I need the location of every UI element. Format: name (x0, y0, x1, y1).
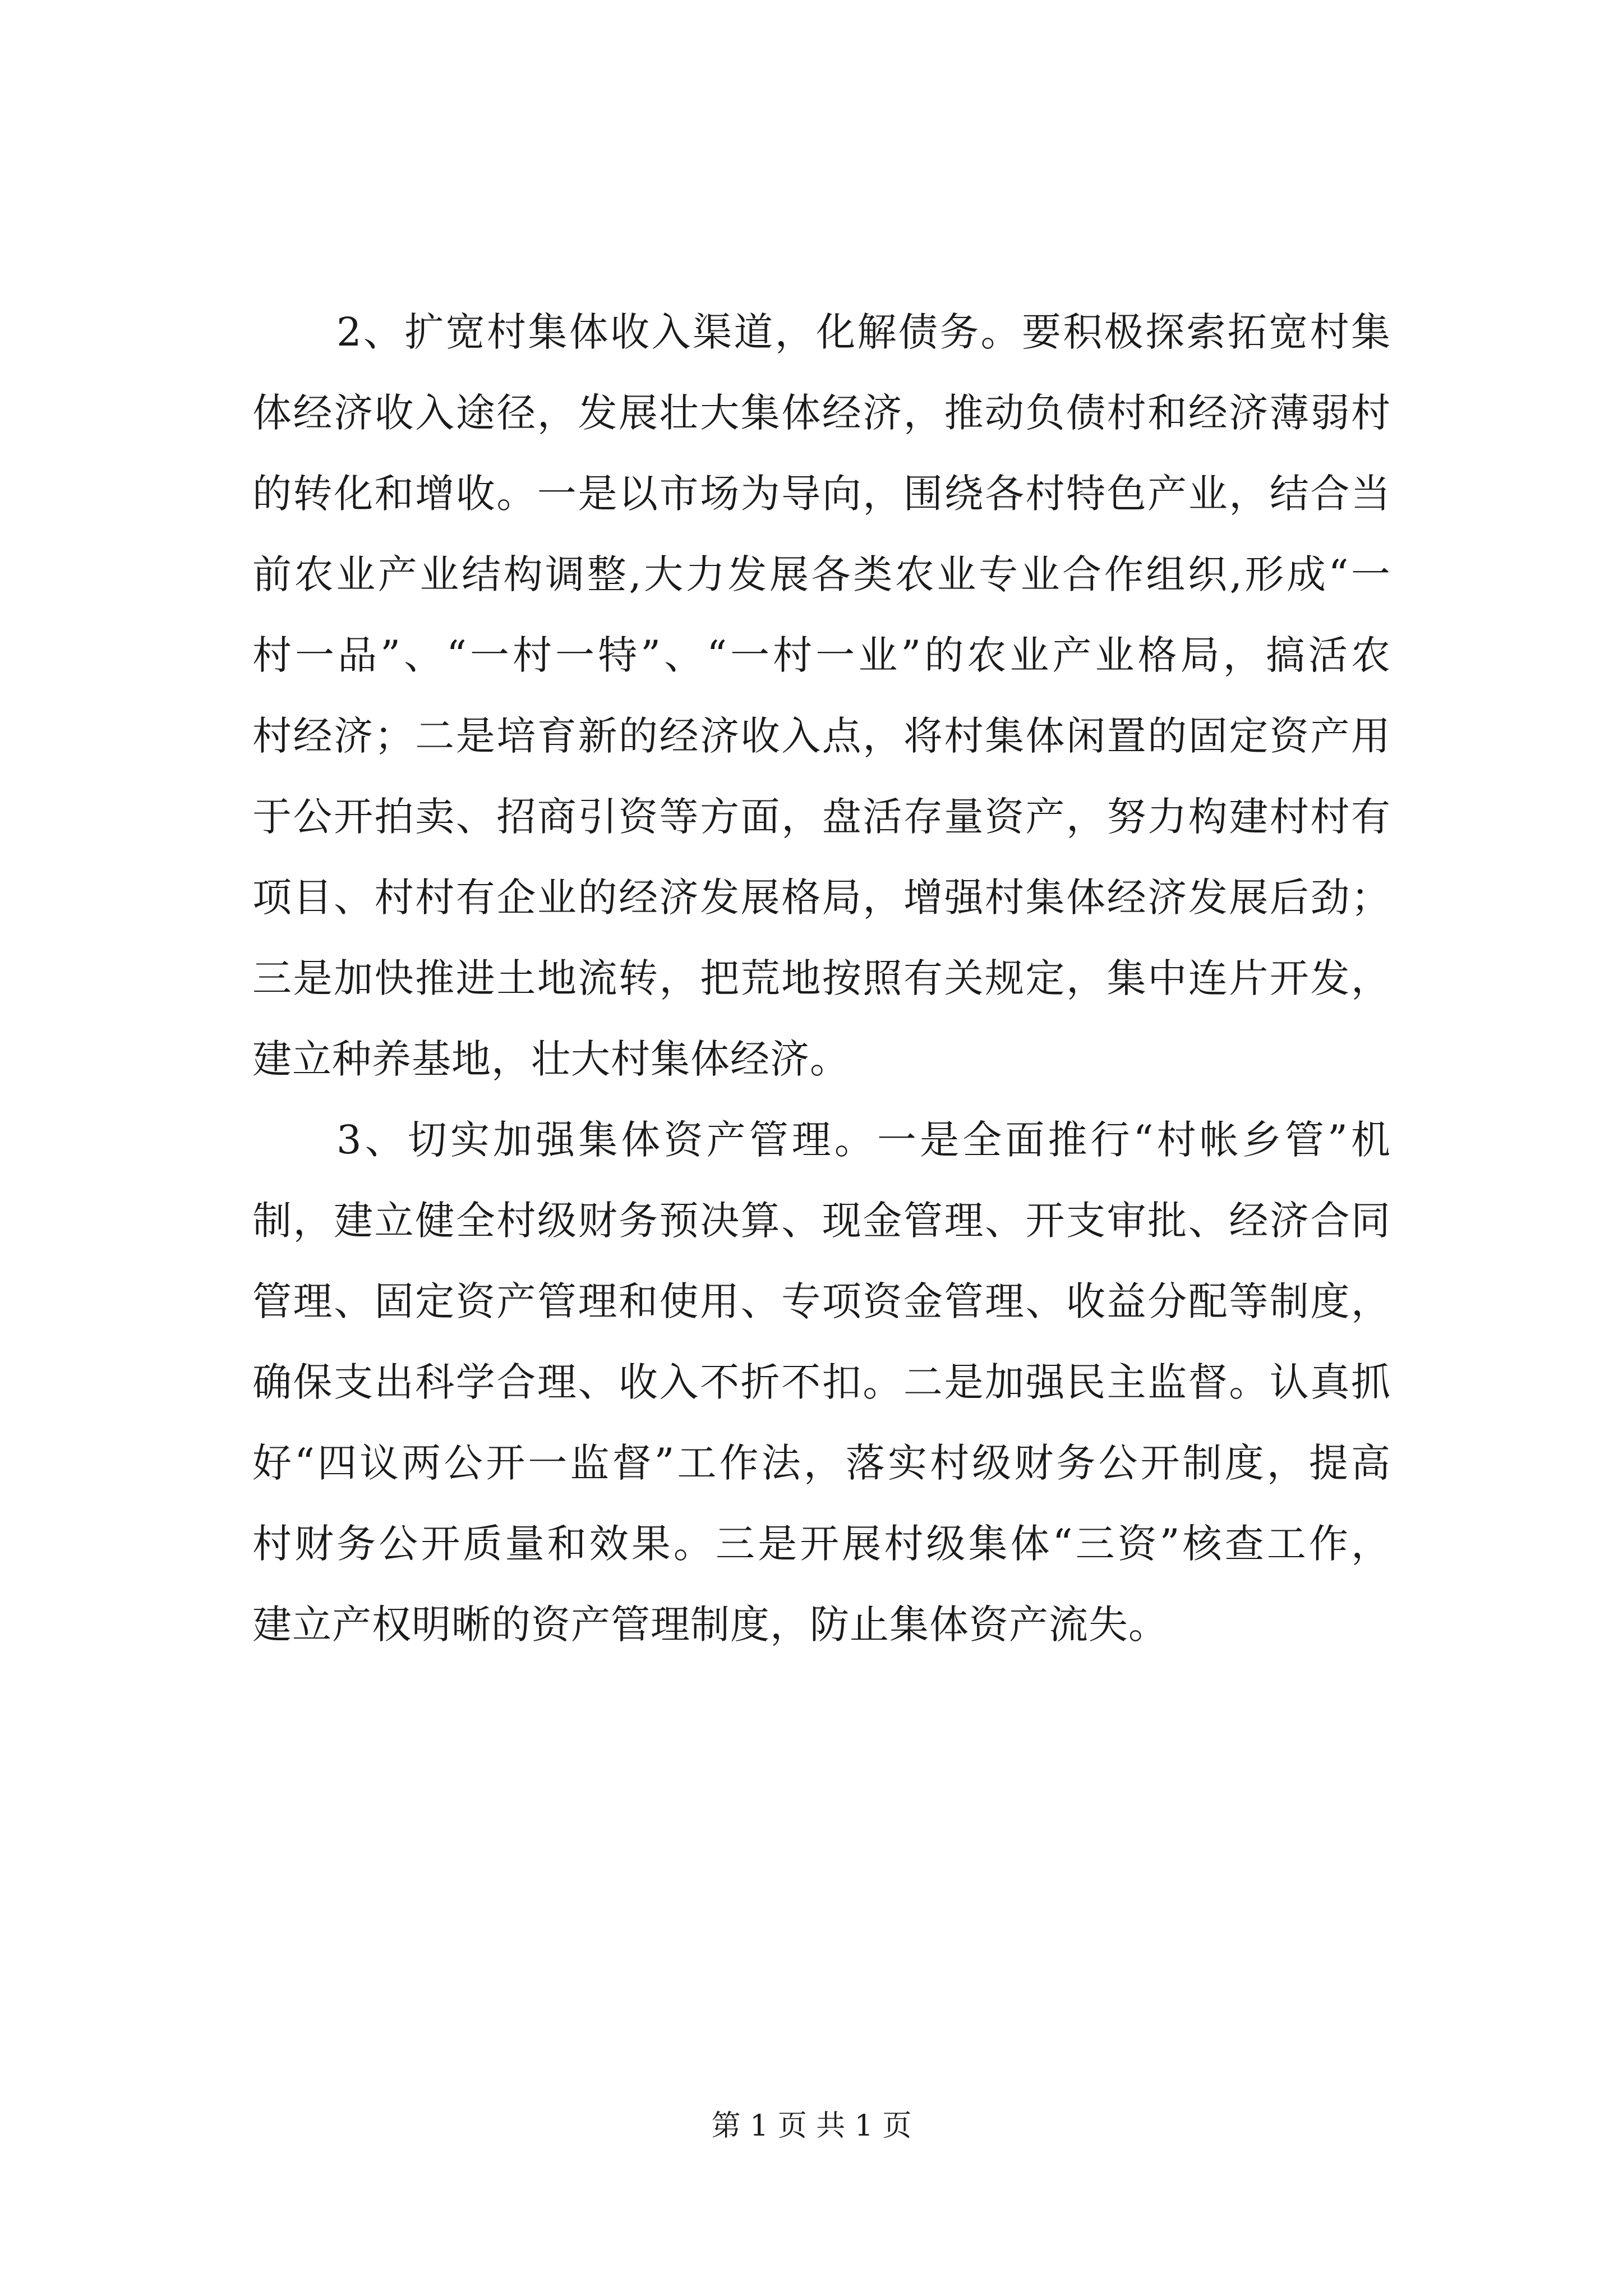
paragraph-1-line-4: 前农业产业结构调整,大力发展各类农业专业合作组织,形成“一 (252, 551, 1391, 597)
page-number-footer: 第 1 页 共 1 页 (711, 2109, 912, 2143)
paragraph-2-line-7: 建立产权明晰的资产管理制度，防止集体资产流失。 (252, 1602, 1168, 1648)
body-text (252, 292, 1391, 1665)
paragraph-1-line-3: 的转化和增收。一是以市场为导向，围绕各村特色产业，结合当 (252, 471, 1391, 517)
paragraph-1-line-5: 村一品”、“一村一特”、“一村一业”的农业产业格局，搞活农 (252, 632, 1391, 678)
paragraph-2-line-1: 3、切实加强集体资产管理。一是全面推行“村帐乡管”机 (336, 1117, 1391, 1163)
paragraph-1-line-1: 2、扩宽村集体收入渠道，化解债务。要积极探索拓宽村集 (336, 309, 1391, 355)
paragraph-2-line-5: 好“四议两公开一监督”工作法，落实村级财务公开制度，提高 (252, 1440, 1391, 1486)
paragraph-1-line-2: 体经济收入途径，发展壮大集体经济，推动负债村和经济薄弱村 (252, 390, 1391, 436)
paragraph-2-line-4: 确保支出科学合理、收入不折不扣。二是加强民主监督。认真抓 (252, 1359, 1391, 1405)
paragraph-2-line-2: 制，建立健全村级财务预决算、现金管理、开支审批、经济合同 (252, 1198, 1391, 1244)
paragraph-1-line-6: 村经济；二是培育新的经济收入点，将村集体闲置的固定资产用 (252, 713, 1391, 759)
paragraph-1-line-10: 建立种养基地，壮大村集体经济。 (252, 1036, 850, 1082)
paragraph-2-line-6: 村财务公开质量和效果。三是开展村级集体“三资”核查工作， (252, 1521, 1391, 1567)
paragraph-1-line-9: 三是加快推进土地流转，把荒地按照有关规定，集中连片开发， (252, 955, 1391, 1001)
paragraph-1-line-8: 项目、村村有企业的经济发展格局，增强村集体经济发展后劲； (252, 875, 1391, 921)
paragraph-2-line-3: 管理、固定资产管理和使用、专项资金管理、收益分配等制度， (252, 1278, 1391, 1324)
paragraph-1-line-7: 于公开拍卖、招商引资等方面，盘活存量资产，努力构建村村有 (252, 794, 1391, 840)
